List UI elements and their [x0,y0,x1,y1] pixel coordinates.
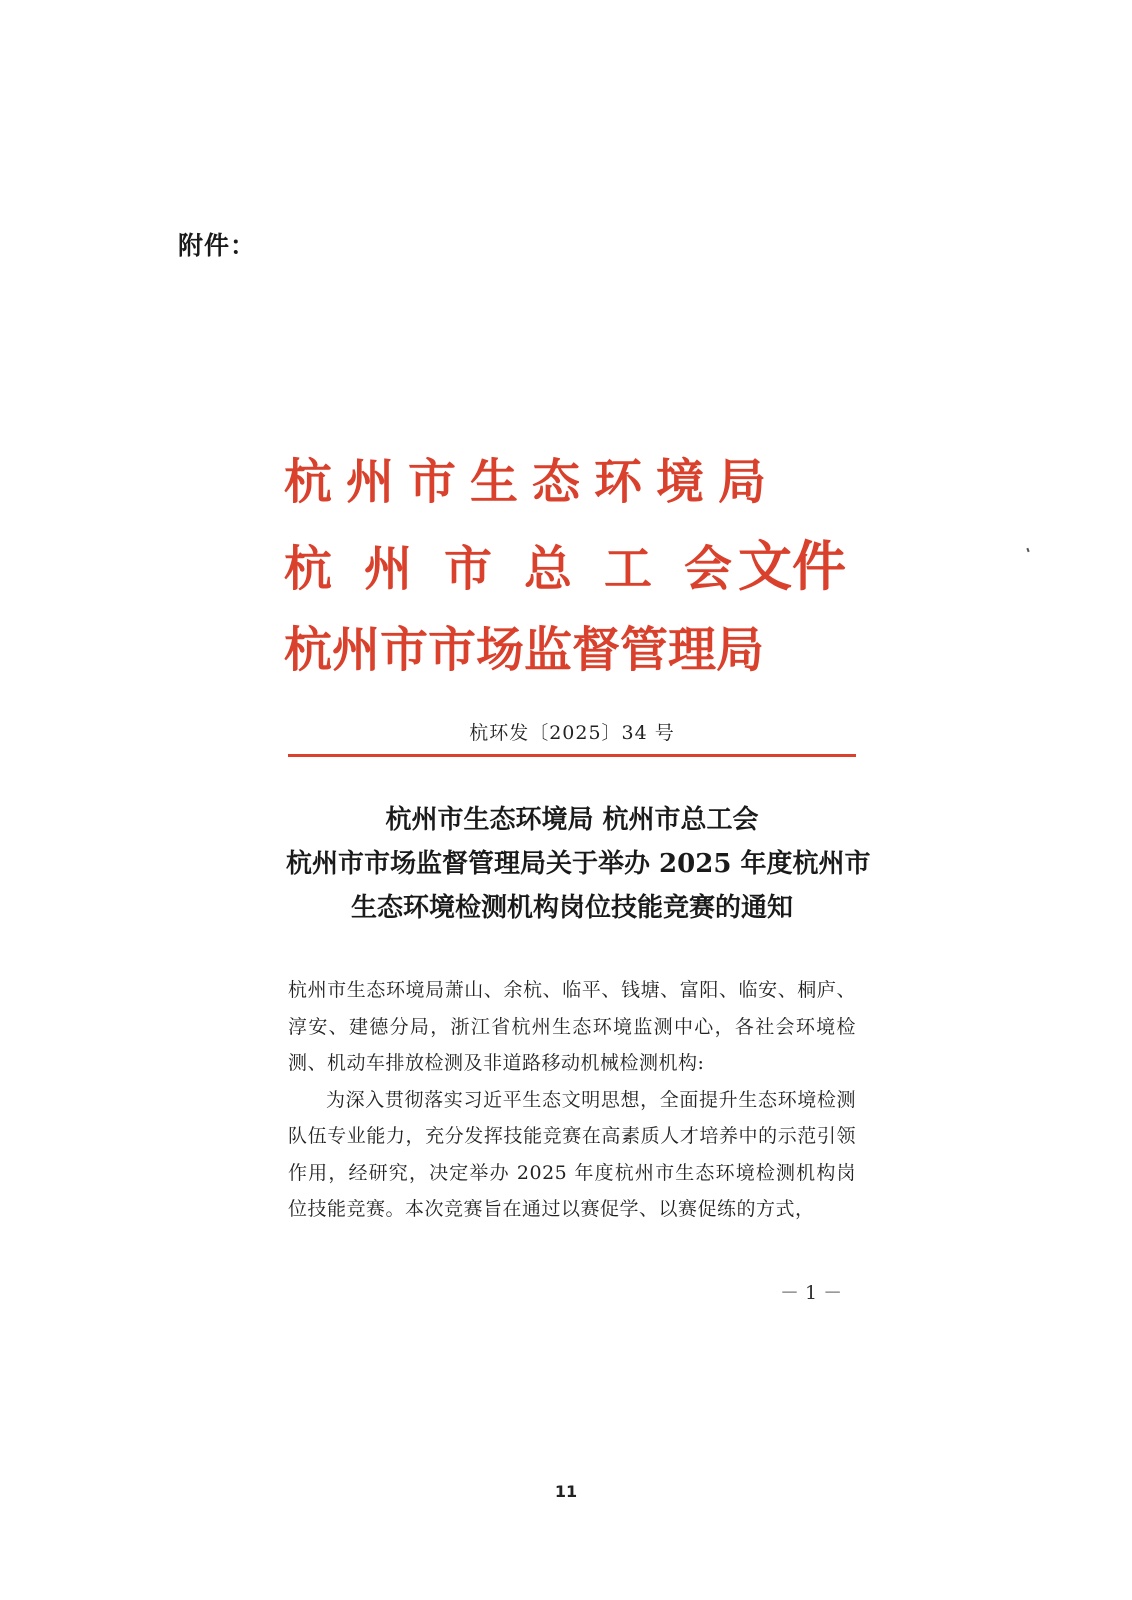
document-number: 杭环发〔2025〕34 号 [469,722,675,744]
issuing-authorities-header [284,440,884,692]
attachment-label: 附件： [178,231,257,260]
header-authority-1: 杭州市生态环境局 [284,454,781,510]
red-divider-line [288,754,856,757]
body-paragraph-1: 为深入贯彻落实习近平生态文明思想，全面提升生态环境检测队伍专业能力，充分发挥技能竞赛在高素质人才培养中的示范引领作用，经研究，决定举办 2025 年度杭州市生态环境检测机构岗位技能竞赛。本次竞赛旨在通过以赛促学、以赛促练的方式， [288,1088,856,1220]
scan-artifact [1026,548,1029,552]
page-number: 11 [554,1482,578,1501]
header-authority-2 [284,524,884,608]
header-document-suffix: 文件 [738,534,847,598]
document-body [288,972,856,1228]
title-line-1: 杭州市生态环境局 杭州市总工会 [385,805,759,835]
recipients-paragraph: 杭州市生态环境局萧山、余杭、临平、钱塘、富阳、临安、桐庐、淳安、建德分局，浙江省杭州生态环境监测中心，各社会环境检测、机动车排放检测及非道路移动机械检测机构: [288,979,856,1074]
header-authority-2-name: 杭州市总工会 [284,541,765,597]
document-title [286,798,871,930]
title-line-2: 杭州市市场监督管理局关于举办 2025 年度杭州市 [286,849,871,879]
header-authority-3: 杭州市市场监督管理局 [284,622,765,678]
title-line-3: 生态环境检测机构岗位技能竞赛的通知 [350,893,793,923]
original-page-mark: － 1 － [780,1282,843,1304]
